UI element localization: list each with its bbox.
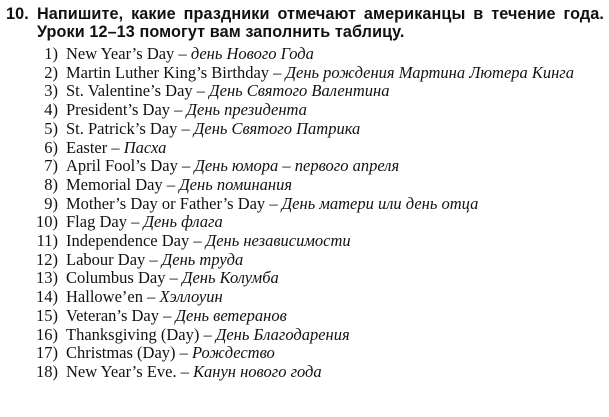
item-number: 10): [36, 212, 58, 232]
exercise-heading: [6, 5, 604, 41]
item-number: 12): [36, 249, 58, 269]
holiday-russian-name: день Нового Года: [190, 44, 314, 63]
item-number: 15): [36, 305, 58, 325]
item-number: 8): [44, 174, 58, 194]
holiday-english-name: St. Patrick’s Day: [66, 118, 178, 138]
item-number: 13): [36, 268, 58, 288]
list-item: [6, 344, 604, 362]
holiday-russian-name: Хэллоуин: [159, 287, 223, 307]
item-body: [66, 157, 604, 175]
dash-separator: –: [177, 156, 195, 176]
item-body: [66, 64, 604, 82]
dash-separator: –: [177, 118, 194, 138]
item-body: [66, 269, 604, 287]
item-body: [66, 307, 604, 325]
dash-separator: –: [175, 343, 193, 363]
holiday-russian-name: День Благодарения: [215, 324, 350, 344]
list-item: [6, 45, 604, 63]
holiday-russian-name: День поминания: [179, 174, 293, 194]
dash-separator: –: [199, 324, 216, 344]
item-number: 7): [44, 156, 58, 176]
dash-separator: –: [159, 305, 176, 325]
holiday-russian-name: День труда: [161, 249, 244, 269]
item-number: 4): [44, 100, 58, 120]
holiday-russian-name: День Святого Валентина: [209, 81, 390, 101]
item-number: 5): [44, 118, 58, 138]
holiday-english-name: Veteran’s Day: [66, 305, 160, 325]
dash-separator: –: [145, 249, 162, 269]
list-item: [6, 120, 604, 138]
dash-separator: –: [269, 62, 286, 82]
holiday-english-name: St. Valentine’s Day: [66, 81, 193, 101]
dash-separator: –: [107, 137, 124, 157]
list-item: [6, 101, 604, 119]
item-number: 6): [44, 137, 58, 157]
holiday-english-name: Hallowe’en: [66, 287, 143, 307]
list-item: [6, 363, 604, 381]
list-item: [6, 82, 604, 100]
holiday-english-name: Easter: [66, 137, 108, 157]
holiday-russian-name: День флага: [143, 212, 223, 232]
holiday-russian-name: День юмора – первого апреля: [194, 156, 400, 176]
holiday-english-name: Martin Luther King’s Birthday: [66, 62, 270, 82]
list-item: [6, 157, 604, 175]
list-item: [6, 232, 604, 250]
holiday-english-name: Columbus Day: [66, 268, 166, 288]
item-number: 2): [44, 62, 58, 82]
holiday-english-name: Christmas (Day): [66, 343, 176, 363]
holiday-russian-name: День ветеранов: [175, 305, 287, 325]
holiday-russian-name: Канун нового года: [193, 361, 322, 381]
list-item: [6, 176, 604, 194]
dash-separator: –: [189, 231, 206, 251]
item-body: [66, 176, 604, 194]
holiday-english-name: Flag Day: [66, 212, 127, 232]
holiday-english-name: Mother’s Day or Father’s Day: [66, 193, 266, 213]
holiday-english-name: President’s Day: [66, 100, 171, 120]
item-body: [66, 101, 604, 119]
item-number: 16): [36, 324, 58, 344]
holiday-english-name: Independence Day: [66, 231, 190, 251]
holiday-english-name: Thanksgiving (Day): [66, 324, 200, 344]
dash-separator: –: [126, 212, 144, 232]
dash-separator: –: [165, 268, 182, 288]
item-number: 14): [36, 287, 58, 307]
list-item: [6, 195, 604, 213]
holiday-list: [6, 45, 604, 381]
item-number: 3): [44, 81, 58, 101]
holiday-russian-name: День независимости: [205, 231, 351, 251]
dash-separator: –: [174, 44, 191, 63]
holiday-english-name: Labour Day: [66, 249, 146, 269]
holiday-english-name: New Year’s Day: [66, 44, 175, 63]
item-body: [66, 251, 604, 269]
item-body: [66, 363, 604, 381]
holiday-russian-name: День Святого Патрика: [193, 118, 361, 138]
item-number: 17): [36, 343, 58, 363]
item-number: 9): [44, 193, 58, 213]
list-item: [6, 288, 604, 306]
holiday-russian-name: Рождество: [192, 343, 275, 363]
list-item: [6, 307, 604, 325]
holiday-english-name: April Fool’s Day: [66, 156, 178, 176]
holiday-english-name: New Year’s Eve.: [66, 361, 177, 381]
list-item: [6, 269, 604, 287]
item-body: [66, 288, 604, 306]
dash-separator: –: [265, 193, 282, 213]
item-body: [66, 344, 604, 362]
item-body: [66, 232, 604, 250]
list-item: [6, 326, 604, 344]
dash-separator: –: [142, 287, 160, 307]
list-item: [6, 64, 604, 82]
exercise-instruction: Напишите, какие праздники отмечают американцы в течение года. Уроки 12–13 помогут вам заполнить таблицу.: [37, 5, 604, 41]
item-body: [66, 45, 604, 63]
item-body: [66, 139, 604, 157]
holiday-russian-name: День президента: [186, 100, 307, 120]
holiday-russian-name: День Колумба: [181, 268, 279, 288]
holiday-russian-name: Пасха: [123, 137, 167, 157]
exercise-block: [6, 5, 604, 382]
holiday-english-name: Memorial Day: [66, 174, 163, 194]
dash-separator: –: [162, 174, 180, 194]
item-number: 1): [44, 44, 58, 63]
item-number: 18): [36, 361, 58, 381]
dash-separator: –: [170, 100, 187, 120]
exercise-number: 10.: [6, 5, 29, 23]
dash-separator: –: [192, 81, 210, 101]
item-body: [66, 120, 604, 138]
dash-separator: –: [176, 361, 194, 381]
item-body: [66, 195, 604, 213]
item-body: [66, 326, 604, 344]
list-item: [6, 213, 604, 231]
list-item: [6, 139, 604, 157]
holiday-russian-name: День матери или день отца: [281, 193, 479, 213]
item-body: [66, 213, 604, 231]
list-item: [6, 251, 604, 269]
item-number: 11): [36, 231, 58, 251]
item-body: [66, 82, 604, 100]
holiday-russian-name: День рождения Мартина Лютера Кинга: [285, 62, 574, 82]
